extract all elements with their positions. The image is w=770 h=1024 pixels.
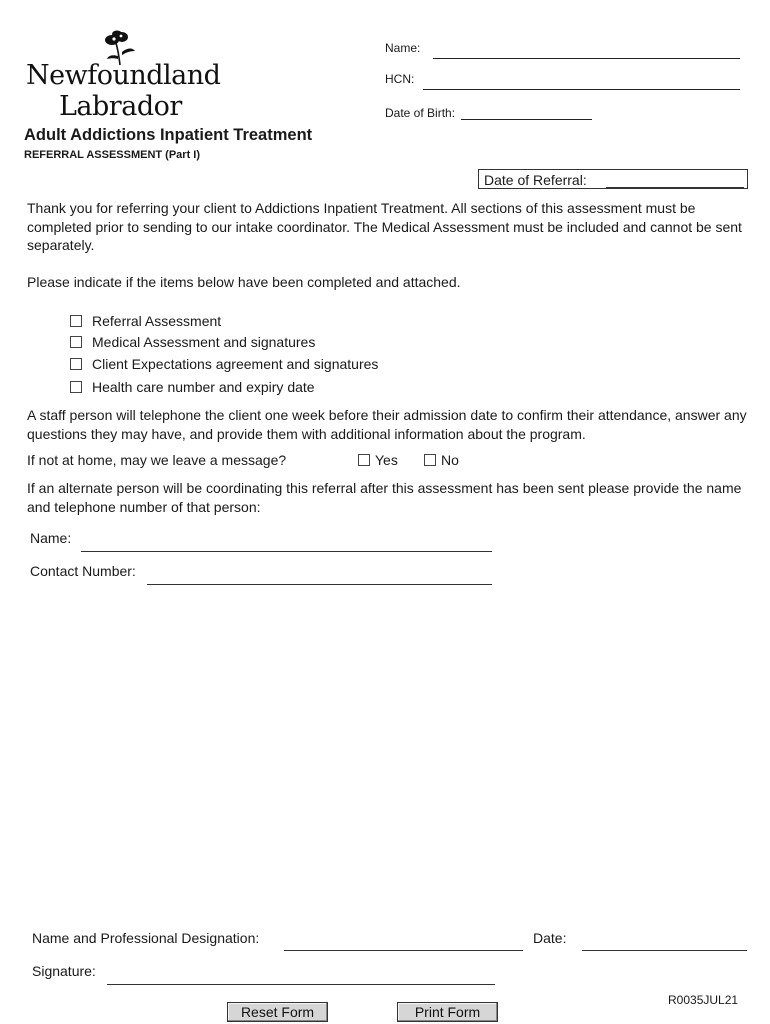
checklist-label: Referral Assessment bbox=[92, 313, 222, 329]
message-yes-label: Yes bbox=[375, 452, 398, 468]
date-of-referral-label: Date of Referral: bbox=[484, 172, 587, 188]
header-dob-label: Date of Birth: bbox=[385, 106, 456, 120]
checklist-label: Medical Assessment and signatures bbox=[92, 334, 316, 350]
checkbox-medical-assessment[interactable] bbox=[70, 336, 82, 348]
header-name-field[interactable] bbox=[433, 58, 740, 59]
staff-paragraph: A staff person will telephone the client one week before their admission date to confirm their attendance, answer any questions they may have, and provide them with additional information about the program. bbox=[27, 407, 747, 442]
checklist-label: Health care number and expiry date bbox=[92, 379, 315, 395]
alternate-contact-label: Contact Number: bbox=[30, 563, 136, 579]
checkbox-message-yes[interactable] bbox=[358, 454, 370, 466]
header-name-label: Name: bbox=[385, 41, 421, 55]
alternate-name-label: Name: bbox=[30, 530, 72, 546]
designation-label: Name and Professional Designation: bbox=[32, 930, 260, 946]
footer-date-label: Date: bbox=[533, 930, 567, 946]
header-dob-field[interactable] bbox=[461, 119, 592, 120]
header-hcn-label: HCN: bbox=[385, 72, 415, 86]
footer-date-field[interactable] bbox=[582, 950, 747, 951]
checkbox-message-no[interactable] bbox=[424, 454, 436, 466]
date-of-referral-box bbox=[478, 169, 748, 189]
logo-text-newfoundland: Newfoundland bbox=[26, 60, 221, 91]
message-no-option bbox=[424, 450, 459, 470]
checklist-item bbox=[70, 354, 378, 374]
form-subtitle: REFERRAL ASSESSMENT (Part I) bbox=[24, 149, 201, 161]
form-title: Adult Addictions Inpatient Treatment bbox=[24, 126, 313, 144]
form-code: R0035JUL21 bbox=[668, 993, 739, 1007]
signature-field[interactable] bbox=[107, 984, 495, 985]
signature-label: Signature: bbox=[32, 963, 96, 979]
date-of-referral-input[interactable] bbox=[606, 172, 744, 188]
checkbox-client-expectations[interactable] bbox=[70, 358, 82, 370]
message-no-label: No bbox=[441, 452, 459, 468]
instruction-text: Please indicate if the items below have been completed and attached. bbox=[27, 274, 461, 290]
header-hcn-field[interactable] bbox=[423, 89, 740, 90]
checklist-item bbox=[70, 377, 315, 397]
checkbox-referral-assessment[interactable] bbox=[70, 315, 82, 327]
designation-field[interactable] bbox=[284, 950, 523, 951]
reset-form-button[interactable]: Reset Form bbox=[227, 1002, 328, 1022]
nl-logo bbox=[26, 30, 221, 122]
message-yes-option bbox=[358, 450, 398, 470]
alternate-contact-field[interactable] bbox=[147, 584, 492, 585]
checklist-item bbox=[70, 332, 315, 352]
checklist-item bbox=[70, 311, 221, 331]
logo-text-labrador: Labrador bbox=[59, 91, 182, 122]
print-form-button[interactable]: Print Form bbox=[397, 1002, 498, 1022]
intro-paragraph: Thank you for referring your client to Addictions Inpatient Treatment. All sections of this assessment must be completed prior to sending to our intake coordinator. The Medical Assessment must be included and cannot be sent separately. bbox=[27, 200, 742, 253]
alternate-name-field[interactable] bbox=[81, 551, 492, 552]
alternate-paragraph: If an alternate person will be coordinating this referral after this assessment has been sent please provide the name and telephone number of that person: bbox=[27, 480, 742, 515]
checklist-label: Client Expectations agreement and signatures bbox=[92, 356, 379, 372]
message-question: If not at home, may we leave a message? bbox=[27, 452, 287, 468]
checkbox-health-care-number[interactable] bbox=[70, 381, 82, 393]
